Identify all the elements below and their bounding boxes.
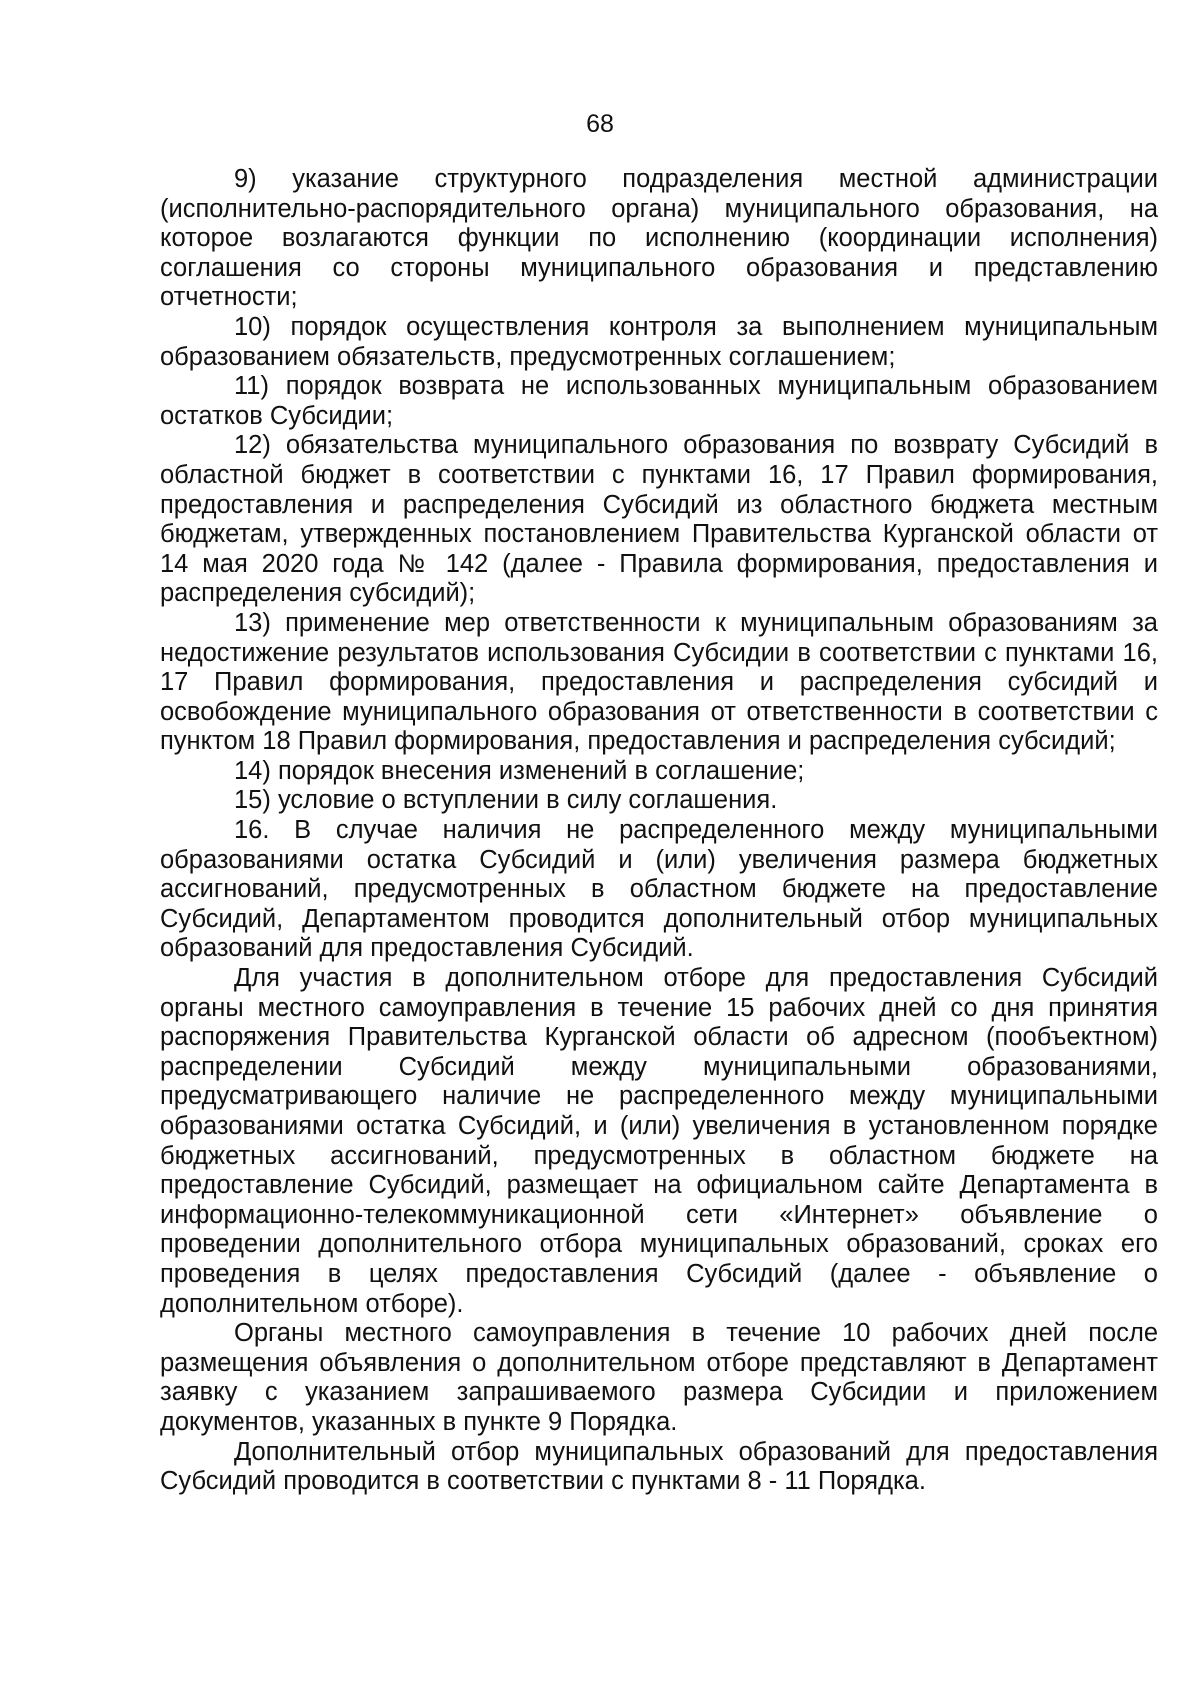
document-body [160, 165, 1158, 1497]
paragraph-item-14: 14) порядок внесения изменений в соглашение; [234, 756, 805, 785]
paragraph-item-13: 13) применение мер ответственности к муниципальным образованиям за недостижение результатов использования Субсидии в соответствии с пунктами 16, 17 Правил формирования, предоставления и распределения субсидий и освобождение муниципального образования от ответственности в соответствии с пунктом 18 Правил формирования, предоставления и распределения субсидий; [160, 608, 1158, 756]
paragraph-additional-selection: Дополнительный отбор муниципальных образований для предоставления Субсидий проводится в соответствии с пунктами 8 - 11 Порядка. [160, 1437, 1158, 1496]
paragraph-clause-16: 16. В случае наличия не распределенного между муниципальными образованиями остатка Субсидий и (или) увеличения размера бюджетных ассигнований, предусмотренных в областном бюджете на предоставление Субсидий, Департаментом проводится дополнительный отбор муниципальных образований для предоставления Субсидий. [160, 816, 1158, 963]
paragraph-item-10: 10) порядок осуществления контроля за выполнением муниципальным образованием обязательств, предусмотренных соглашением; [160, 312, 1158, 371]
paragraph-application-procedure: Для участия в дополнительном отборе для предоставления Субсидий органы местного самоуправления в течение 15 рабочих дней со дня принятия распоряжения Правительства Курганской области об адресном (пообъектном) распределении Субсидий между муниципальными образованиями, предусматривающего наличие не распределенного между муниципальными образованиями остатка Субсидий, и (или) увеличения в установленном порядке бюджетных ассигнований, предусмотренных в областном бюджете на предоставление Субсидий, размещает на официальном сайте Департамента в информационно-телекоммуникационной сети «Интернет» объявление о проведении дополнительного отбора муниципальных образований, сроках его проведения в целях предоставления Субсидий (далее - объявление о дополнительном отборе). [160, 964, 1158, 1318]
paragraph-item-9: 9) указание структурного подразделения местной администрации (исполнительно-распорядительного органа) муниципального образования, на которое возлагаются функции по исполнению (координации исполнения) соглашения со стороны муниципального образования и представлению отчетности; [160, 165, 1158, 312]
page-number: 68 [586, 110, 614, 138]
paragraph-item-15: 15) условие о вступлении в силу соглашения. [234, 786, 778, 815]
paragraph-item-12: 12) обязательства муниципального образования по возврату Субсидий в областной бюджет в соответствии с пунктами 16, 17 Правил формирования, предоставления и распределения Субсидий из областного бюджета местным бюджетам, утвержденных постановлением Правительства Курганской области от 14 мая 2020 года № 142 (далее - Правила формирования, предоставления и распределения субсидий); [160, 431, 1158, 608]
paragraph-application-deadline: Органы местного самоуправления в течение 10 рабочих дней после размещения объявления о дополнительном отборе представляют в Департамент заявку с указанием запрашиваемого размера Субсидии и приложением документов, указанных в пункте 9 Порядка. [160, 1319, 1158, 1436]
paragraph-item-11: 11) порядок возврата не использованных муниципальным образованием остатков Субсидии; [160, 372, 1158, 430]
